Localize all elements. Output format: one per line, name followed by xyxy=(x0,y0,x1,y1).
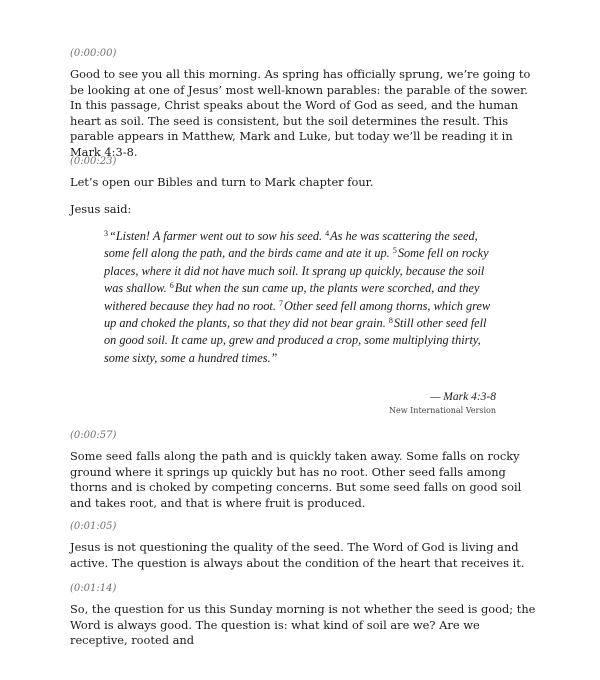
verse-number: 4 xyxy=(325,229,330,238)
timestamp: (0:00:00) xyxy=(70,48,117,59)
verse-number: 3 xyxy=(104,229,108,238)
paragraph-question: So, the question for us this Sunday morning is not whether the seed is good; the Word is always good. The question is: what kind of soil are we? Are we receptive, rooted and xyxy=(70,602,536,648)
verse-text: Other seed fell among thorns, which grew up and choked the plants, so that they did not bear grain. xyxy=(104,298,491,331)
timestamp: (0:00:57) xyxy=(70,430,117,441)
bible-version: New International Version xyxy=(389,406,496,415)
verse-number: 8 xyxy=(388,316,393,326)
paragraph-seed-falls: Some seed falls along the path and is quickly taken away. Some falls on rocky ground where it springs up quickly but has no root. Other seed falls among thorns and is choked by competing concerns. But some seed falls on good soil and takes root, and that is where fruit is produced. xyxy=(70,449,522,510)
scripture-citation: — Mark 4:3-8 xyxy=(430,391,496,403)
verse-text: Some fell on rocky places, where it did not have much soil. It sprang up quickly, because the soil was shallow. xyxy=(104,246,489,296)
scripture-quote xyxy=(104,228,500,367)
paragraph-jesus-said: Jesus said: xyxy=(70,202,132,216)
verse-text: As he was scattering the seed, some fell along the path, and the birds came and ate it up. xyxy=(104,229,478,261)
verse-text: Still other seed fell on good soil. It came up, grew and produced a crop, some multiplying thirty, some sixty, some a hundred times.” xyxy=(104,316,487,365)
verse-number: 7 xyxy=(278,298,283,308)
verse-number: 6 xyxy=(169,281,174,291)
timestamp: (0:01:05) xyxy=(70,521,117,532)
paragraph-open-bibles: Let’s open our Bibles and turn to Mark chapter four. xyxy=(70,175,374,189)
paragraph-quality: Jesus is not questioning the quality of the seed. The Word of God is living and active. The question is always about the condition of the heart that receives it. xyxy=(70,540,525,570)
timestamp: (0:00:23) xyxy=(70,156,117,167)
verse-text: “Listen! A farmer went out to sow his seed. xyxy=(109,229,323,243)
verse-number: 5 xyxy=(392,246,397,256)
timestamp: (0:01:14) xyxy=(70,583,117,594)
paragraph-intro: Good to see you all this morning. As spring has officially sprung, we’re going to be looking at one of Jesus’ most well-known parables: the parable of the sower. In this passage, Christ speaks about the Word of God as seed, and the human heart as soil. The seed is consistent, but the soil determines the result. This parable appears in Matthew, Mark and Luke, but today we’ll be reading it in Mark 4:3-8. xyxy=(70,67,531,159)
verse-text: But when the sun came up, the plants were scorched, and they withered because they had no root. xyxy=(104,281,480,313)
